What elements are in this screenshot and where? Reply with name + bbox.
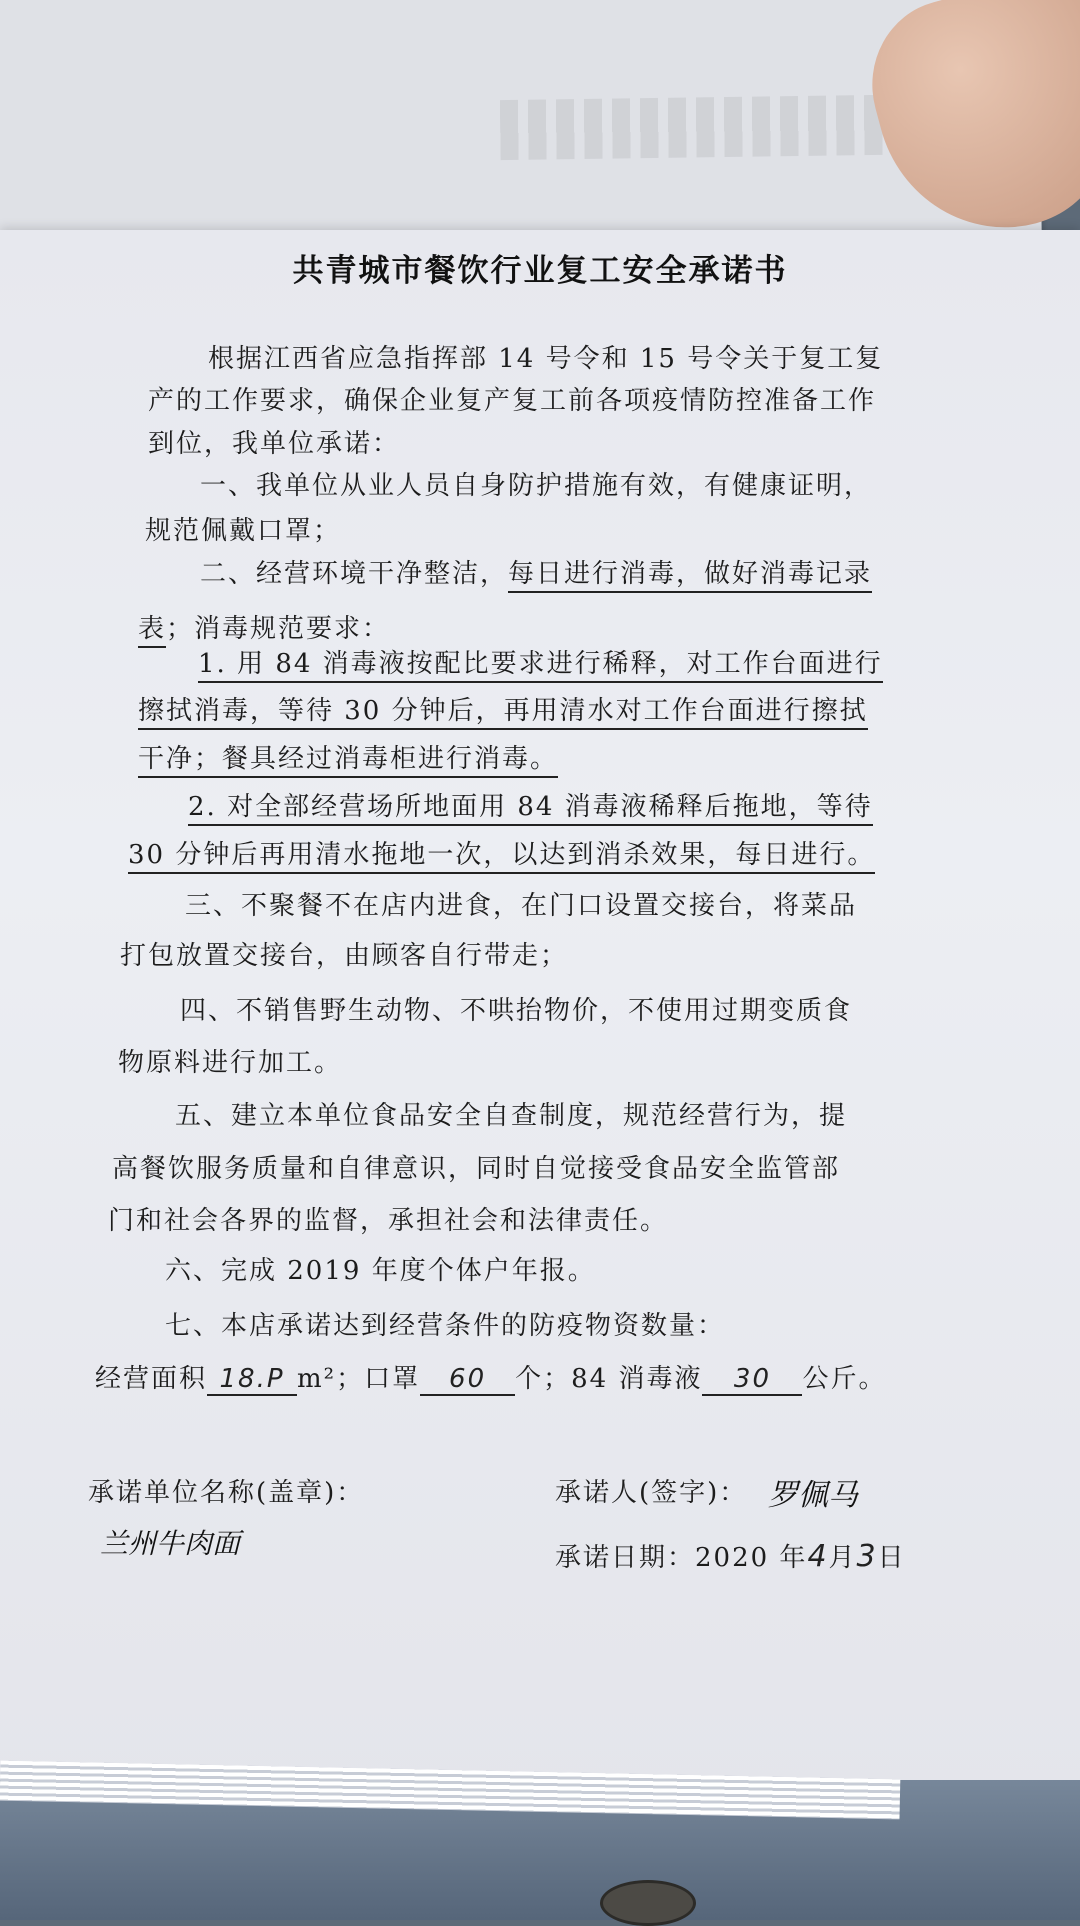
unit-name-handwritten: 兰州牛肉面 xyxy=(100,1527,241,1560)
mask-count: 60 xyxy=(420,1364,515,1396)
date-month: 4 xyxy=(807,1539,829,1574)
mask-unit: 个；84 消毒液 xyxy=(515,1364,703,1394)
disinfectant-amount: 30 xyxy=(702,1364,802,1396)
intro-line-1: 根据江西省应急指挥部 14 号令和 15 号令关于复工复 xyxy=(208,344,884,374)
item2-line-2 xyxy=(138,608,390,645)
item1-line-2: 规范佩戴口罩； xyxy=(145,516,342,546)
area-unit: m²；口罩 xyxy=(297,1364,421,1394)
sub1-line-2 xyxy=(138,690,868,727)
supplies-line xyxy=(95,1358,886,1396)
date-day: 3 xyxy=(856,1539,878,1574)
item2-underlined: 每日进行消毒，做好消毒记录 xyxy=(508,559,872,593)
sub1-line-3 xyxy=(138,738,558,775)
item4-line-1: 四、不销售野生动物、不哄抬物价，不使用过期变质食 xyxy=(180,996,853,1026)
sub2-text-1: 2. 对全部经营场所地面用 84 消毒液稀释后拖地，等待 xyxy=(188,792,873,826)
item5-line-3: 门和社会各界的监督，承担社会和法律责任。 xyxy=(108,1206,669,1236)
sub2-line-2 xyxy=(128,834,875,871)
item3-line-2: 打包放置交接台，由顾客自行带走； xyxy=(120,941,569,971)
sub2-line-1 xyxy=(188,786,873,823)
sub1-text-2: 擦拭消毒，等待 30 分钟后，再用清水对工作台面进行擦拭 xyxy=(138,696,868,730)
area-label: 经营面积 xyxy=(95,1364,208,1394)
sub1-text-3: 干净；餐具经过消毒柜进行消毒。 xyxy=(138,744,558,778)
item5-line-2: 高餐饮服务质量和自律意识，同时自觉接受食品安全监管部 xyxy=(112,1154,841,1184)
item4-line-2: 物原料进行加工。 xyxy=(118,1048,343,1078)
date-day-unit: 日 xyxy=(877,1543,906,1573)
date-line xyxy=(555,1537,906,1574)
signer-label: 承诺人(签字)： xyxy=(555,1478,748,1508)
item2-line-1 xyxy=(200,553,872,590)
item1-line-1: 一、我单位从业人员自身防护措施有效，有健康证明， xyxy=(200,471,873,501)
intro-line-3: 到位，我单位承诺： xyxy=(148,429,401,459)
item5-line-1: 五、建立本单位食品安全自查制度，规范经营行为，提 xyxy=(175,1101,848,1131)
item7: 七、本店承诺达到经营条件的防疫物资数量： xyxy=(165,1311,726,1341)
sub2-text-2: 30 分钟后再用清水拖地一次，以达到消杀效果，每日进行。 xyxy=(128,840,875,874)
item2-underlined-tail: 表 xyxy=(138,614,166,648)
item2-rest: ；消毒规范要求： xyxy=(166,614,391,644)
document-title: 共青城市餐饮行业复工安全承诺书 xyxy=(292,253,788,289)
unit-name-label: 承诺单位名称(盖章)： xyxy=(88,1478,365,1508)
date-label: 承诺日期：2020 年 xyxy=(555,1543,808,1573)
sub1-text-1: 1. 用 84 消毒液按配比要求进行稀释，对工作台面进行 xyxy=(198,649,883,683)
date-month-unit: 月 xyxy=(828,1543,857,1573)
item2-prefix: 二、经营环境干净整洁， xyxy=(200,559,509,589)
area-value: 18.P xyxy=(207,1364,297,1396)
item3-line-1: 三、不聚餐不在店内进食，在门口设置交接台，将菜品 xyxy=(185,891,858,921)
sub1-line-1 xyxy=(198,643,883,680)
signature: 罗佩马 xyxy=(768,1478,858,1513)
intro-line-2: 产的工作要求，确保企业复产复工前各项疫情防控准备工作 xyxy=(148,386,877,416)
item6: 六、完成 2019 年度个体户年报。 xyxy=(165,1256,596,1286)
disinfectant-unit: 公斤。 xyxy=(802,1364,887,1394)
